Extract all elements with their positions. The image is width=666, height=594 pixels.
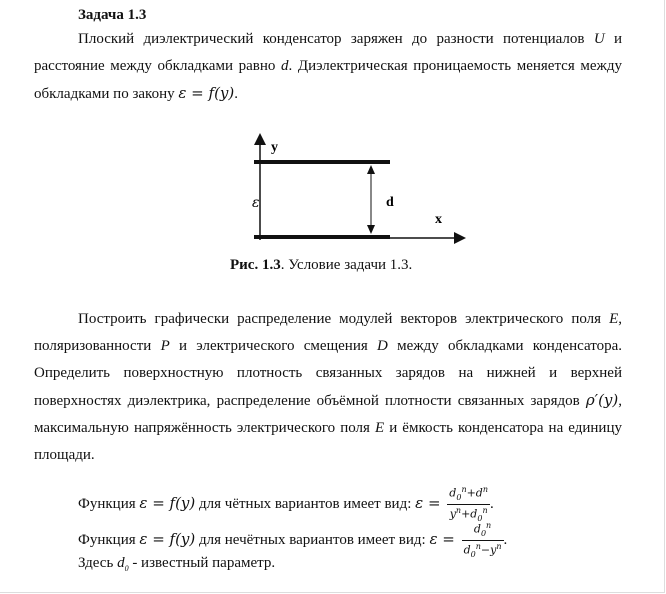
caption-label: Рис. 1.3: [230, 257, 281, 273]
distance-label: d: [386, 195, 394, 210]
parameter-letter: d: [117, 555, 125, 571]
intro-text-3: . Диэлектрическая проницаемость меняется между обкладками по закону: [34, 58, 622, 102]
voltage-symbol: U: [593, 31, 605, 47]
caption-text: . Условие задачи 1.3.: [280, 257, 413, 273]
axis-y-label: y: [271, 140, 278, 155]
distance-symbol: d: [280, 58, 289, 74]
field-symbol-E-2: E: [374, 420, 385, 436]
odd-middle: для нечётных вариантов имеет вид:: [195, 531, 430, 548]
field-symbol-E: E: [609, 311, 619, 327]
task-text-5: , максимальную напряжённость электрического поля: [34, 393, 622, 436]
parameter-note: [78, 555, 275, 573]
odd-numerator: $d_0^n$: [462, 520, 504, 541]
even-prefix: Функция: [78, 495, 140, 512]
even-numerator: $d_0^n+d^n$: [447, 484, 490, 505]
task-text-6: и ёмкость конденсатора на единицу площади.: [34, 420, 622, 463]
axis-x-label: x: [435, 212, 442, 227]
odd-prefix: Функция: [78, 531, 140, 548]
top-plate: [254, 160, 390, 164]
odd-variant-line: Функция ε = f(y) для нечётных вариантов имеет вид: ε = $\frac{d_0^n}{d_0^n-y^n}$ .: [78, 521, 508, 559]
even-variant-line: Функция ε = f(y) для чётных вариантов имеет вид: ε = $\frac{d_0^n+d^n}{y^n+d_0^n}$ .: [78, 485, 494, 523]
odd-denominator: $d_0^n-y^n$: [463, 541, 502, 559]
note-prefix: Здесь: [78, 555, 118, 571]
parameter-symbol: $d_0$: [117, 555, 129, 573]
bottom-plate: [254, 235, 390, 239]
intro-text-2: и расстояние между обкладками равно: [34, 31, 622, 74]
even-eps: ε =: [415, 493, 446, 512]
task-text-3: и электрического смещения: [169, 338, 378, 354]
task-title: Задача 1.3: [78, 7, 147, 23]
note-suffix: - известный параметр.: [128, 555, 276, 571]
task-text-1: Построить графически распределение модулей векторов электрического поля: [78, 311, 610, 327]
even-middle: для чётных вариантов имеет вид:: [195, 495, 416, 512]
intro-text-1: Плоский диэлектрический конденсатор заряжен до разности потенциалов: [78, 31, 594, 47]
distance-arrow-bottom-head: [367, 225, 375, 234]
charge-density-symbol: ρ′(y): [585, 391, 619, 409]
even-function: ε = f(y): [139, 493, 196, 512]
displacement-symbol-D: D: [377, 338, 388, 354]
even-denominator: $y^n+d_0^n$: [449, 505, 488, 523]
odd-function: ε = f(y): [139, 529, 196, 548]
even-fraction: [447, 484, 490, 525]
task-text-2: , поляризованности: [34, 311, 622, 354]
odd-fraction: [462, 520, 504, 561]
epsilon-label: ε: [252, 195, 260, 211]
task-text-4: между обкладками конденсатора. Определить поверхностную плотность связанных зарядов на нижней и верхней поверхностях диэлектрика, распределение объёмной плотности связанных зарядов: [34, 338, 622, 409]
polarization-symbol-P: P: [160, 338, 170, 354]
odd-eps: ε =: [429, 529, 460, 548]
law-formula: ε = f(y): [178, 84, 235, 102]
figure-caption: [230, 257, 412, 274]
task-paragraph: [34, 306, 622, 469]
distance-arrow-top-head: [367, 165, 375, 174]
intro-text-4: .: [234, 86, 238, 102]
